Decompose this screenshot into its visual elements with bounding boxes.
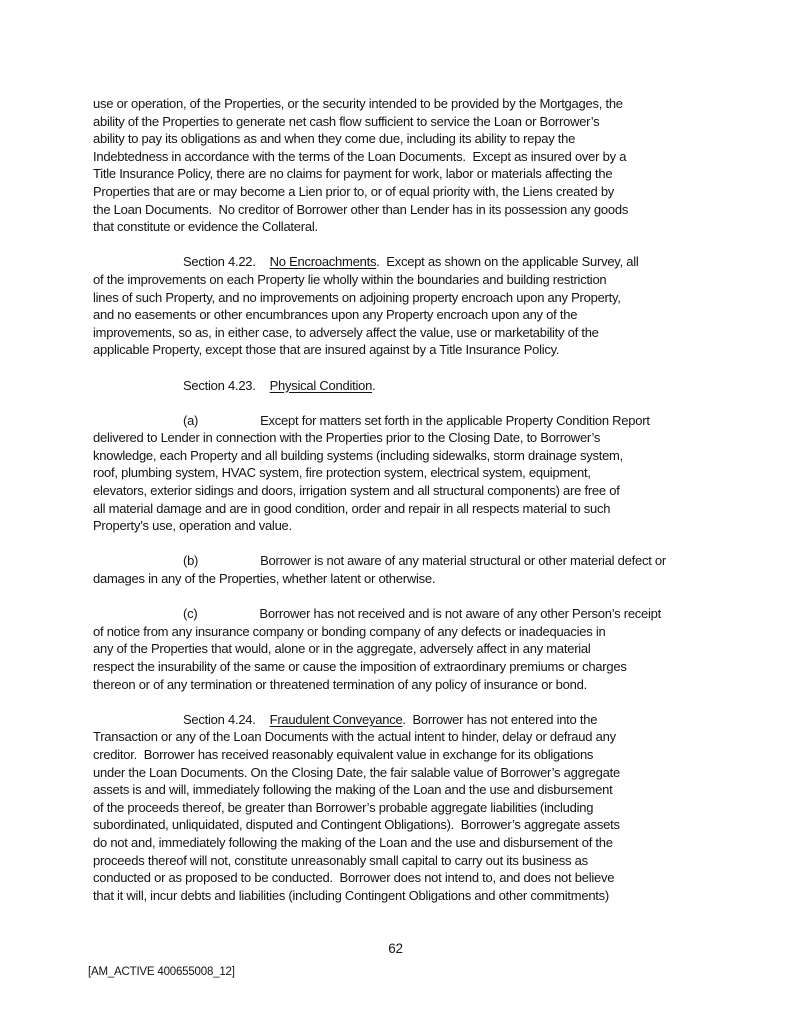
- footer-document-id: [AM_ACTIVE 400655008_12]: [88, 966, 235, 978]
- text-line: [93, 165, 733, 183]
- text-run: Borrower has not received and is not aware of any other Person’s receipt: [259, 606, 662, 622]
- text-run: under the Loan Documents. On the Closing Date, the fair salable value of Borrower’s aggregate: [93, 764, 620, 780]
- text-run: ability to pay its obligations as and when they come due, including its ability to repay the: [93, 131, 576, 147]
- text-line: [93, 852, 733, 870]
- text-run: subordinated, unliquidated, disputed and Contingent Obligations). Borrower’s aggregate assets: [93, 817, 620, 833]
- text-run: of notice from any insurance company or bonding company of any defects or inadequacies in: [93, 623, 606, 639]
- text-run: proceeds thereof will not, constitute unreasonably small capital to carry out its business as: [93, 852, 588, 868]
- text-run: do not and, immediately following the making of the Loan and the use and disbursement of the: [93, 834, 613, 850]
- underlined-text-run: No Encroachments: [269, 254, 377, 270]
- text-line: [93, 130, 733, 148]
- text-run: the Loan Documents. No creditor of Borrower other than Lender has in its possession any goods: [93, 201, 629, 217]
- text-run: (b): [183, 553, 199, 569]
- text-run: damages in any of the Properties, whether latent or otherwise.: [93, 571, 436, 587]
- text-run: thereon or of any termination or threatened termination of any policy of insurance or bond.: [93, 676, 587, 692]
- text-run: assets is and will, immediately following the making of the Loan and the use and disbursement: [93, 782, 613, 798]
- text-line: [93, 113, 733, 131]
- text-line: [93, 676, 733, 694]
- document-body: [93, 95, 733, 904]
- text-run: that constitute or evidence the Collateral.: [93, 219, 318, 235]
- text-line: [93, 289, 733, 307]
- paragraph-section-4-23-c: [93, 605, 733, 693]
- text-run: of the proceeds thereof, be greater than Borrower’s probable aggregate liabilities (including: [93, 799, 594, 815]
- text-line: [93, 640, 733, 658]
- text-line: [93, 781, 733, 799]
- text-run: .: [372, 377, 376, 393]
- text-run: Title Insurance Policy, there are no claims for payment for work, labor or materials affecting the: [93, 166, 613, 182]
- text-line: [93, 570, 733, 588]
- text-line: [93, 271, 733, 289]
- text-line: [93, 464, 733, 482]
- text-line: [93, 218, 733, 236]
- text-run: improvements, so as, in either case, to adversely affect the value, use or marketability of the: [93, 324, 599, 340]
- underlined-text-run: Fraudulent Conveyance: [269, 711, 403, 727]
- text-run: (c): [183, 606, 198, 622]
- text-run: Indebtedness in accordance with the terms of the Loan Documents. Except as insured over by a: [93, 148, 627, 164]
- text-run: Property’s use, operation and value.: [93, 518, 292, 534]
- text-run: knowledge, each Property and all building systems (including sidewalks, storm drainage system,: [93, 447, 623, 463]
- text-line: [93, 552, 733, 570]
- text-line: [93, 711, 733, 729]
- text-run: elevators, exterior sidings and doors, irrigation system and all structural components) are free of: [93, 483, 620, 499]
- text-run: Borrower is not aware of any material structural or other material defect or: [260, 553, 666, 569]
- page-number: 62: [388, 941, 403, 956]
- text-line: [93, 412, 733, 430]
- text-line: [93, 201, 733, 219]
- text-line: [93, 341, 733, 359]
- text-line: [93, 764, 733, 782]
- paragraph-section-4-23-b: [93, 552, 733, 587]
- text-run: Properties that are or may become a Lien prior to, or of equal priority with, the Liens created by: [93, 183, 615, 199]
- text-line: [93, 728, 733, 746]
- underlined-text-run: Physical Condition: [269, 377, 373, 393]
- text-run: and no easements or other encumbrances upon any Property encroach upon any of the: [93, 307, 578, 323]
- text-line: [93, 658, 733, 676]
- text-line: [93, 429, 733, 447]
- text-line: [93, 183, 733, 201]
- text-line: [93, 482, 733, 500]
- text-line: [93, 306, 733, 324]
- text-run: . Except as shown on the applicable Survey, all: [376, 254, 639, 270]
- paragraph-section-4-23: [93, 377, 733, 395]
- text-run: all material damage and are in good condition, order and repair in all respects material to such: [93, 500, 611, 516]
- text-run: conducted or as proposed to be conducted. Borrower does not intend to, and does not believe: [93, 870, 615, 886]
- text-line: [93, 799, 733, 817]
- text-line: [93, 95, 733, 113]
- text-line: [93, 887, 733, 905]
- text-run: . Borrower has not entered into the: [402, 711, 598, 727]
- text-run: of the improvements on each Property lie wholly within the boundaries and building restriction: [93, 271, 607, 287]
- text-run: ability of the Properties to generate net cash flow sufficient to service the Loan or Borrower’s: [93, 113, 600, 129]
- text-line: [93, 834, 733, 852]
- paragraph-section-4-23-a: [93, 412, 733, 535]
- text-line: [93, 517, 733, 535]
- text-run: any of the Properties that would, alone or in the aggregate, adversely affect in any material: [93, 641, 591, 657]
- text-line: [93, 148, 733, 166]
- text-run: respect the insurability of the same or cause the imposition of extraordinary premiums or charges: [93, 659, 627, 674]
- text-line: [93, 816, 733, 834]
- paragraph-continuation: [93, 95, 733, 236]
- text-line: [93, 377, 733, 395]
- text-line: [93, 623, 733, 641]
- text-run: that it will, incur debts and liabilities (including Contingent Obligations and other commitments): [93, 887, 609, 903]
- text-run: applicable Property, except those that are insured against by a Title Insurance Policy.: [93, 342, 560, 358]
- text-run: Transaction or any of the Loan Documents with the actual intent to hinder, delay or defraud any: [93, 729, 616, 745]
- text-run: use or operation, of the Properties, or the security intended to be provided by the Mortgages, the: [93, 96, 623, 111]
- text-run: roof, plumbing system, HVAC system, fire protection system, electrical system, equipment,: [93, 465, 591, 481]
- text-run: delivered to Lender in connection with the Properties prior to the Closing Date, to Borrower’s: [93, 430, 601, 446]
- text-line: [93, 869, 733, 887]
- text-run: (a): [183, 412, 199, 428]
- text-line: [93, 500, 733, 518]
- text-run: Section 4.24.: [183, 711, 256, 727]
- text-line: [93, 746, 733, 764]
- text-line: [93, 253, 733, 271]
- text-line: [93, 605, 733, 623]
- text-run: lines of such Property, and no improvements on adjoining property encroach upon any Property,: [93, 289, 621, 305]
- text-line: [93, 447, 733, 465]
- paragraph-section-4-22: [93, 253, 733, 359]
- text-run: creditor. Borrower has received reasonably equivalent value in exchange for its obligations: [93, 746, 594, 762]
- text-run: Except for matters set forth in the applicable Property Condition Report: [260, 412, 650, 428]
- paragraph-section-4-24: [93, 711, 733, 905]
- text-run: Section 4.23.: [183, 377, 256, 393]
- text-run: Section 4.22.: [183, 254, 256, 270]
- text-line: [93, 324, 733, 342]
